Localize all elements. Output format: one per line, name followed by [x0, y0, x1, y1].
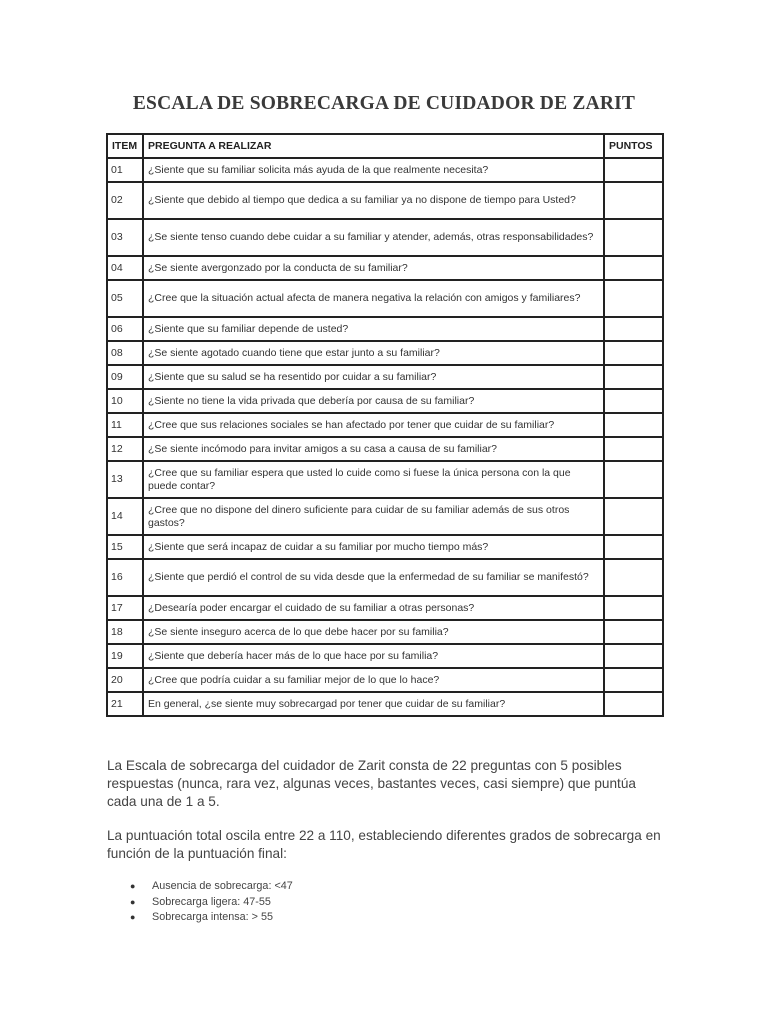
item-number: 17	[107, 596, 143, 620]
question-text: ¿Desearía poder encargar el cuidado de su familiar a otras personas?	[143, 596, 604, 620]
table-row	[107, 182, 663, 219]
points-cell	[604, 219, 663, 256]
table-row	[107, 413, 663, 437]
points-cell	[604, 559, 663, 596]
list-item	[108, 910, 293, 926]
question-text: ¿Siente que su familiar solicita más ayuda de la que realmente necesita?	[143, 158, 604, 182]
question-text: ¿Cree que podría cuidar a su familiar mejor de lo que lo hace?	[143, 668, 604, 692]
points-cell	[604, 620, 663, 644]
table-row	[107, 280, 663, 317]
points-cell	[604, 341, 663, 365]
document-title: ESCALA DE SOBRECARGA DE CUIDADOR DE ZARIT	[132, 93, 636, 114]
question-text: ¿Siente que perdió el control de su vida desde que la enfermedad de su familiar se manifestó?	[143, 559, 604, 596]
item-number: 11	[107, 413, 143, 437]
points-cell	[604, 365, 663, 389]
list-item-text: Ausencia de sobrecarga: <47	[152, 880, 293, 892]
item-number: 14	[107, 498, 143, 535]
item-number: 20	[107, 668, 143, 692]
item-number: 06	[107, 317, 143, 341]
table-row	[107, 692, 663, 716]
question-text: ¿Se siente avergonzado por la conducta de su familiar?	[143, 256, 604, 280]
table-row	[107, 498, 663, 535]
question-text: ¿Siente que será incapaz de cuidar a su familiar por mucho tiempo más?	[143, 535, 604, 559]
question-text: ¿Se siente agotado cuando tiene que estar junto a su familiar?	[143, 341, 604, 365]
points-cell	[604, 389, 663, 413]
item-number: 13	[107, 461, 143, 498]
scoring-paragraph: La puntuación total oscila entre 22 a 110, estableciendo diferentes grados de sobrecarga en función de la puntuación final:	[107, 828, 661, 861]
header-question: PREGUNTA A REALIZAR	[143, 134, 604, 158]
table-row	[107, 596, 663, 620]
bullet-icon: ●	[130, 912, 136, 922]
table-row	[107, 341, 663, 365]
item-number: 15	[107, 535, 143, 559]
item-number: 16	[107, 559, 143, 596]
question-text: ¿Cree que la situación actual afecta de manera negativa la relación con amigos y familiares?	[143, 280, 604, 317]
item-number: 08	[107, 341, 143, 365]
question-text: En general, ¿se siente muy sobrecargad por tener que cuidar de su familiar?	[143, 692, 604, 716]
item-number: 19	[107, 644, 143, 668]
table-row	[107, 461, 663, 498]
question-text: ¿Cree que su familiar espera que usted lo cuide como si fuese la única persona con la que puede contar?	[143, 461, 604, 498]
question-text: ¿Siente que debería hacer más de lo que hace por su familia?	[143, 644, 604, 668]
item-number: 03	[107, 219, 143, 256]
points-cell	[604, 498, 663, 535]
item-number: 12	[107, 437, 143, 461]
burden-levels-list	[108, 879, 293, 926]
table-row	[107, 317, 663, 341]
item-number: 05	[107, 280, 143, 317]
table-row	[107, 389, 663, 413]
table-row	[107, 644, 663, 668]
question-text: ¿Se siente incómodo para invitar amigos a su casa a causa de su familiar?	[143, 437, 604, 461]
table-row	[107, 668, 663, 692]
item-number: 21	[107, 692, 143, 716]
table-header-row	[107, 134, 663, 158]
bullet-icon: ●	[130, 896, 136, 907]
zarit-table	[106, 133, 664, 717]
points-cell	[604, 280, 663, 317]
points-cell	[604, 182, 663, 219]
table-row	[107, 620, 663, 644]
points-cell	[604, 535, 663, 559]
bullet-icon: ●	[130, 881, 136, 891]
question-text: ¿Cree que sus relaciones sociales se han afectado por tener que cuidar de su familiar?	[143, 413, 604, 437]
item-number: 02	[107, 182, 143, 219]
points-cell	[604, 158, 663, 182]
points-cell	[604, 461, 663, 498]
header-points: PUNTOS	[604, 134, 663, 158]
item-number: 04	[107, 256, 143, 280]
list-item-text: Sobrecarga intensa: > 55	[152, 911, 273, 923]
table-body	[107, 158, 663, 716]
item-number: 09	[107, 365, 143, 389]
points-cell	[604, 256, 663, 280]
table-row	[107, 559, 663, 596]
item-number: 18	[107, 620, 143, 644]
points-cell	[604, 317, 663, 341]
question-text: ¿Se siente inseguro acerca de lo que debe hacer por su familia?	[143, 620, 604, 644]
item-number: 10	[107, 389, 143, 413]
points-cell	[604, 437, 663, 461]
table-row	[107, 365, 663, 389]
table-row	[107, 535, 663, 559]
question-text: ¿Siente que su familiar depende de usted?	[143, 317, 604, 341]
points-cell	[604, 644, 663, 668]
list-item	[108, 895, 293, 911]
question-text: ¿Siente que debido al tiempo que dedica a su familiar ya no dispone de tiempo para Usted?	[143, 182, 604, 219]
points-cell	[604, 668, 663, 692]
points-cell	[604, 692, 663, 716]
list-item	[108, 879, 293, 895]
table-row	[107, 219, 663, 256]
description-paragraph: La Escala de sobrecarga del cuidador de Zarit consta de 22 preguntas con 5 posibles respuestas (nunca, rara vez, algunas veces, bastantes veces, casi siempre) que puntúa cada una de 1 a 5.	[107, 758, 636, 809]
table-row	[107, 158, 663, 182]
question-text: ¿Se siente tenso cuando debe cuidar a su familiar y atender, además, otras responsabilidades?	[143, 219, 604, 256]
question-text: ¿Siente que su salud se ha resentido por cuidar a su familiar?	[143, 365, 604, 389]
table-row	[107, 256, 663, 280]
header-item: ITEM	[107, 134, 143, 158]
question-text: ¿Cree que no dispone del dinero suficiente para cuidar de su familiar además de sus otros gastos?	[143, 498, 604, 535]
question-text: ¿Siente no tiene la vida privada que debería por causa de su familiar?	[143, 389, 604, 413]
list-item-text: Sobrecarga ligera: 47-55	[152, 895, 271, 908]
points-cell	[604, 413, 663, 437]
table-row	[107, 437, 663, 461]
item-number: 01	[107, 158, 143, 182]
points-cell	[604, 596, 663, 620]
